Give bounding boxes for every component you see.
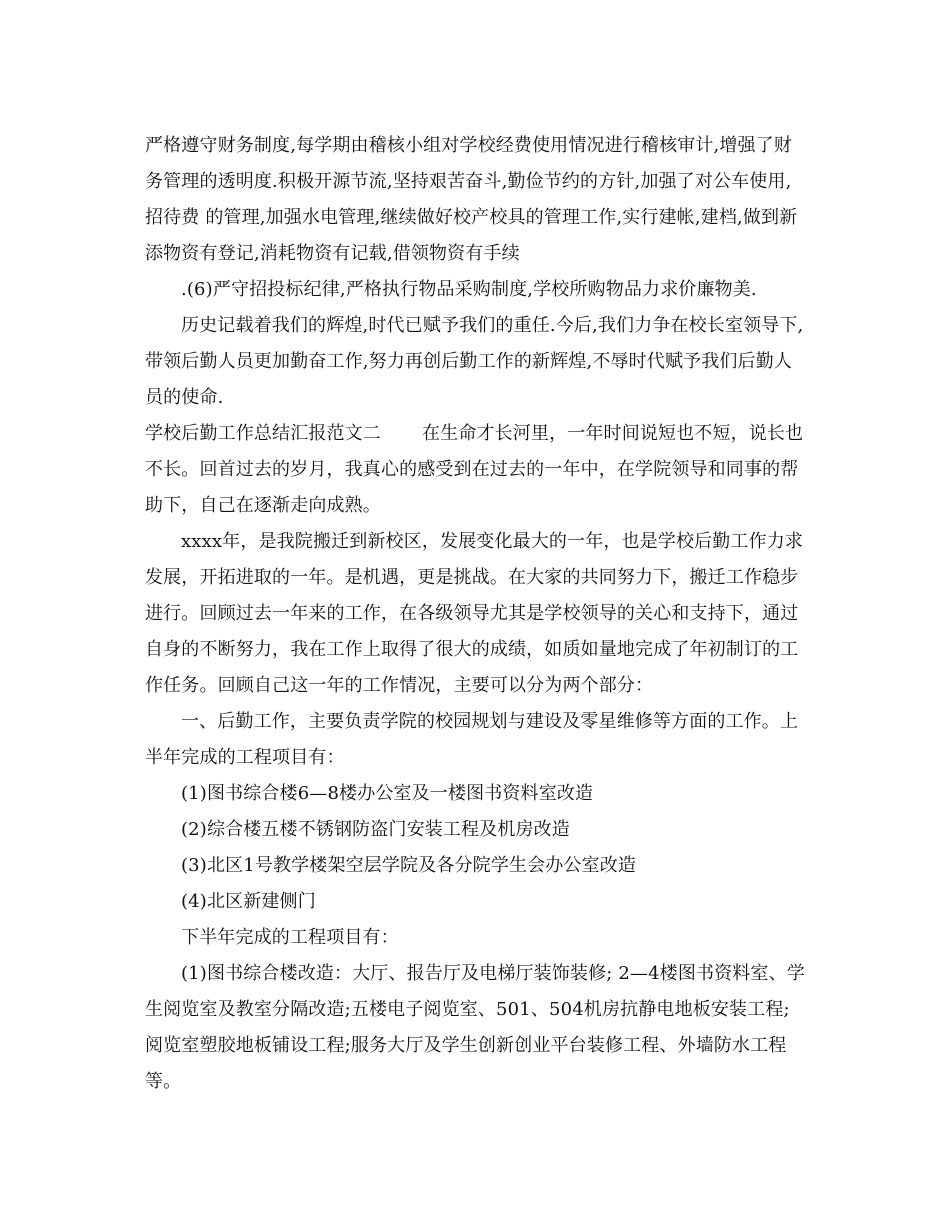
paragraph-history-responsibility: 历史记载着我们的辉煌,时代已赋予我们的重任.今后,我们力争在校长室领导下,带领后勤人员更加勤奋工作,努力再创后勤工作的新辉煌,不辱时代赋予我们后勤人员的使命. xyxy=(145,315,804,408)
list-item-project-3: (3)北区1号教学楼架空层学院及各分院学生会办公室改造 xyxy=(181,855,636,876)
list-item-project-4: (4)北区新建侧门 xyxy=(181,891,316,912)
paragraph-year-summary: xxxx年，是我院搬迁到新校区，发展变化最大的一年，也是学校后勤工作力求发展，开拓进取的一年。是机遇，更是挑战。在大家的共同努力下，搬迁工作稳步进行。回顾过去一年来的工作，在各级领导尤其是学校领导的关心和支持下，通过自身的不断努力，我在工作上取得了很大的成绩，如质如量地完成了年初制订的工作任务。回顾自己这一年的工作情况，主要可以分为两个部分： xyxy=(145,531,804,696)
paragraph-report-title-and-intro: 学校后勤工作总结汇报范文二 在生命才长河里，一年时间说短也不短，说长也不长。回首过去的岁月，我真心的感受到在过去的一年中，在学院领导和同事的帮助下，自己在逐渐走向成熟。 xyxy=(145,423,804,516)
list-item-project-2: (2)综合楼五楼不锈钢防盗门安装工程及机房改造 xyxy=(181,819,570,840)
document-body xyxy=(145,128,807,1100)
paragraph-logistics-work: 一、后勤工作，主要负责学院的校园规划与建设及零星维修等方面的工作。上半年完成的工程项目有： xyxy=(145,711,799,768)
paragraph-second-half-projects-heading: 下半年完成的工程项目有： xyxy=(181,927,399,948)
paragraph-second-half-project-1: (1)图书综合楼改造：大厅、报告厅及电梯厅装饰装修; 2—4楼图书资料室、学生阅览室及教室分隔改造;五楼电子阅览室、501、504机房抗静电地板安装工程;阅览室塑胶地板铺设工程;服务大厅及学生创新创业平台装修工程、外墙防水工程等。 xyxy=(145,963,805,1092)
list-item-project-1: (1)图书综合楼6—8楼办公室及一楼图书资料室改造 xyxy=(181,783,594,804)
paragraph-procurement-rule: .(6)严守招投标纪律,严格执行物品采购制度,学校所购物品力求价廉物美. xyxy=(181,279,757,300)
paragraph-finance-management: 严格遵守财务制度,每学期由稽核小组对学校经费使用情况进行稽核审计,增强了财务管理的透明度.积极开源节流,坚持艰苦奋斗,勤俭节约的方针,加强了对公车使用,招待费 的管理,加强水电管理,继续做好校产校具的管理工作,实行建帐,建档,做到新添物资有登记,消耗物资有记载,借领物资有手续 xyxy=(145,135,798,264)
